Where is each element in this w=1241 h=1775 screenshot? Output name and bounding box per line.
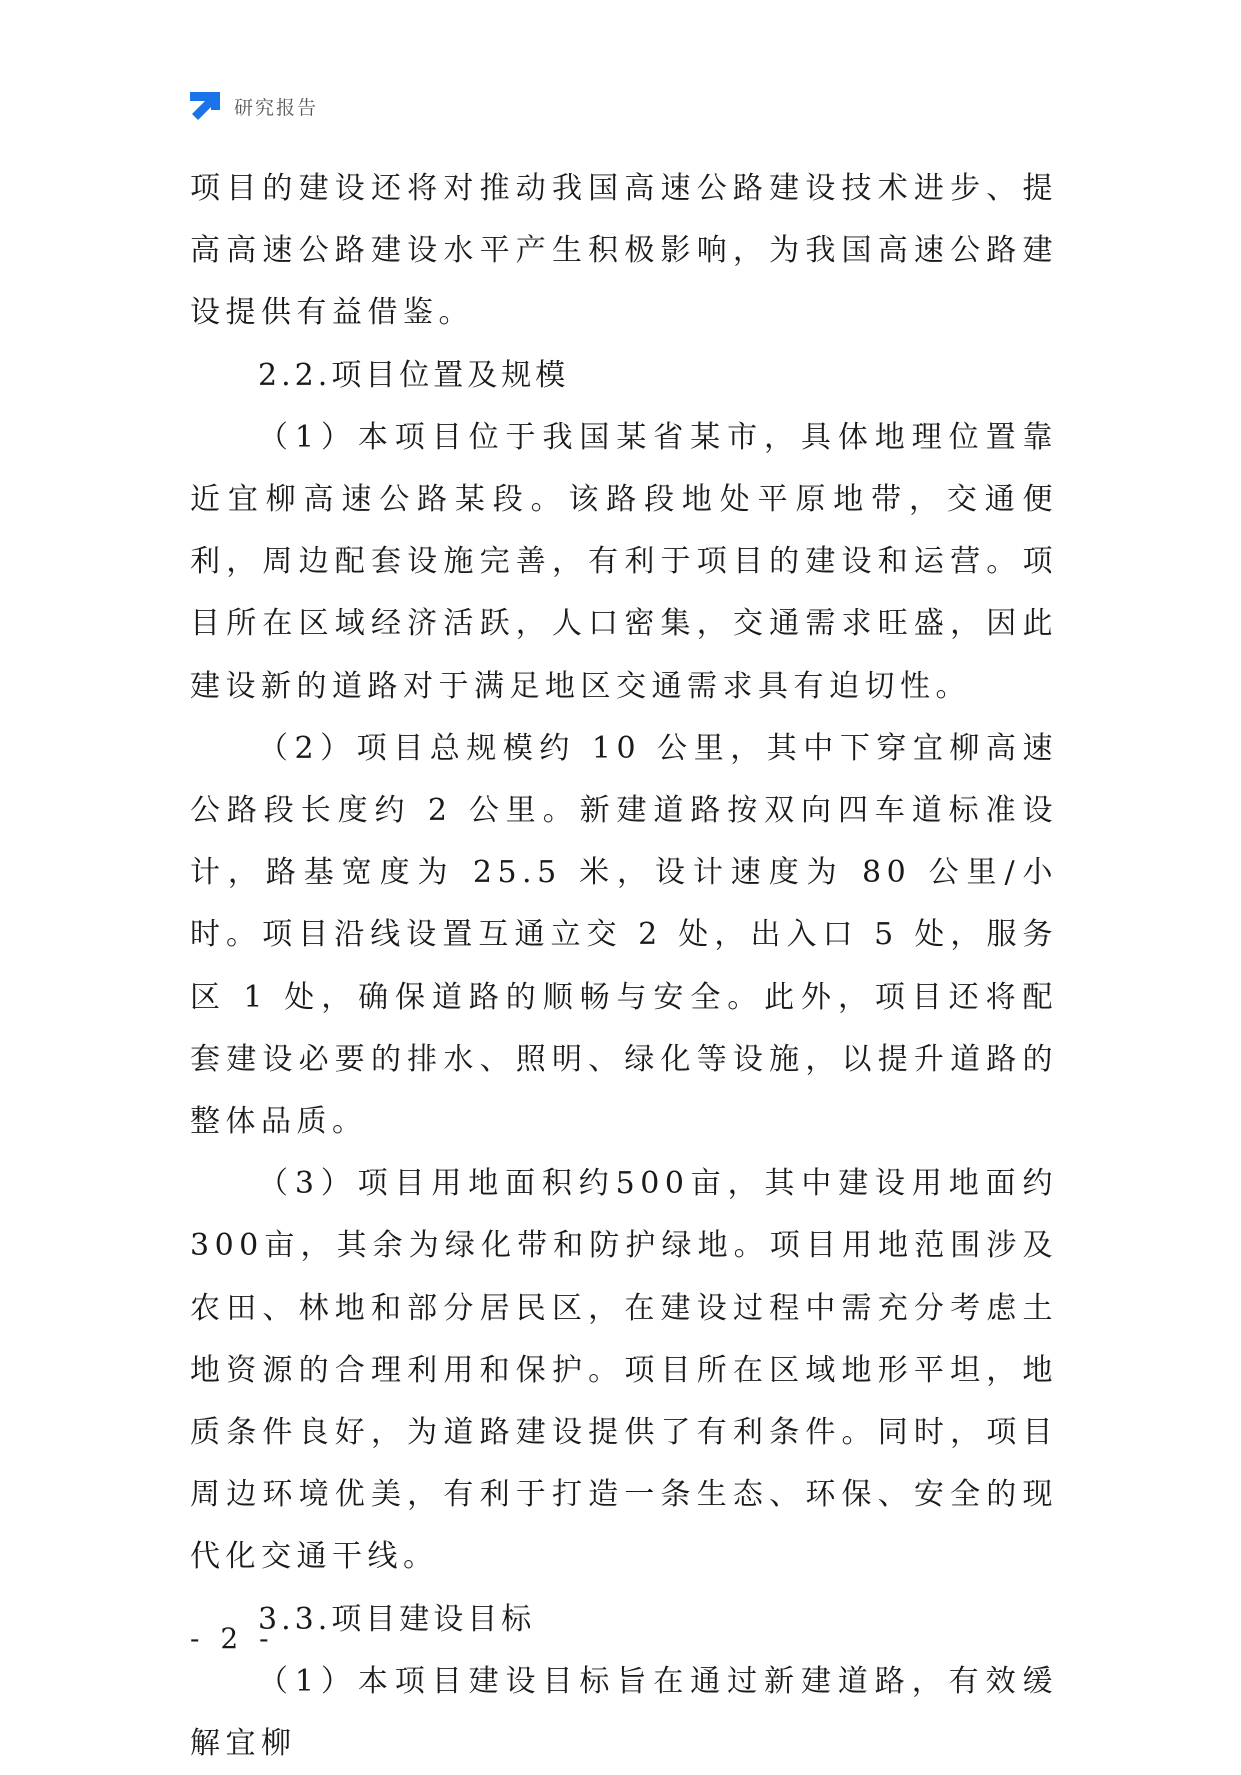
- arrow-logo-icon: [190, 90, 222, 122]
- paragraph-location: （1）本项目位于我国某省某市，具体地理位置靠近宜柳高速公路某段。该路段地处平原地带，交通便利，周边配套设施完善，有利于项目的建设和运营。项目所在区域经济活跃，人口密集，交通需求旺盛，因此建设新的道路对于满足地区交通需求具有迫切性。: [190, 419, 1058, 704]
- paragraph-goal: （1）本项目建设目标旨在通过新建道路，有效缓解宜柳: [190, 1663, 1058, 1762]
- document-body: [190, 158, 1058, 1775]
- paragraph-scale: （2）项目总规模约 10 公里，其中下穿宜柳高速公路段长度约 2 公里。新建道路按双向四车道标准设计，路基宽度为 25.5 米，设计速度为 80 公里/小时。项目沿线设置互通立交 2 处，出入口 5 处，服务区 1 处，确保道路的顺畅与安全。此外，项目还将配套建设必要的排水、照明、绿化等设施，以提升道路的整体品质。: [190, 730, 1058, 1140]
- page-number: - 2 -: [190, 1622, 275, 1655]
- page-header: [190, 88, 318, 124]
- section-heading-2-2: 2.2.项目位置及规模: [258, 357, 570, 393]
- paragraph-intro: 项目的建设还将对推动我国高速公路建设技术进步、提高高速公路建设水平产生积极影响，为我国高速公路建设提供有益借鉴。: [190, 171, 1058, 331]
- report-title: 研究报告: [234, 96, 319, 119]
- section-heading-3-3: 3.3.项目建设目标: [258, 1601, 536, 1637]
- paragraph-land: （3）项目用地面积约500亩，其中建设用地面约300亩，其余为绿化带和防护绿地。项目用地范围涉及农田、林地和部分居民区，在建设过程中需充分考虑土地资源的合理利用和保护。项目所在区域地形平坦，地质条件良好，为道路建设提供了有利条件。同时，项目周边环境优美，有利于打造一条生态、环保、安全的现代化交通干线。: [190, 1166, 1058, 1575]
